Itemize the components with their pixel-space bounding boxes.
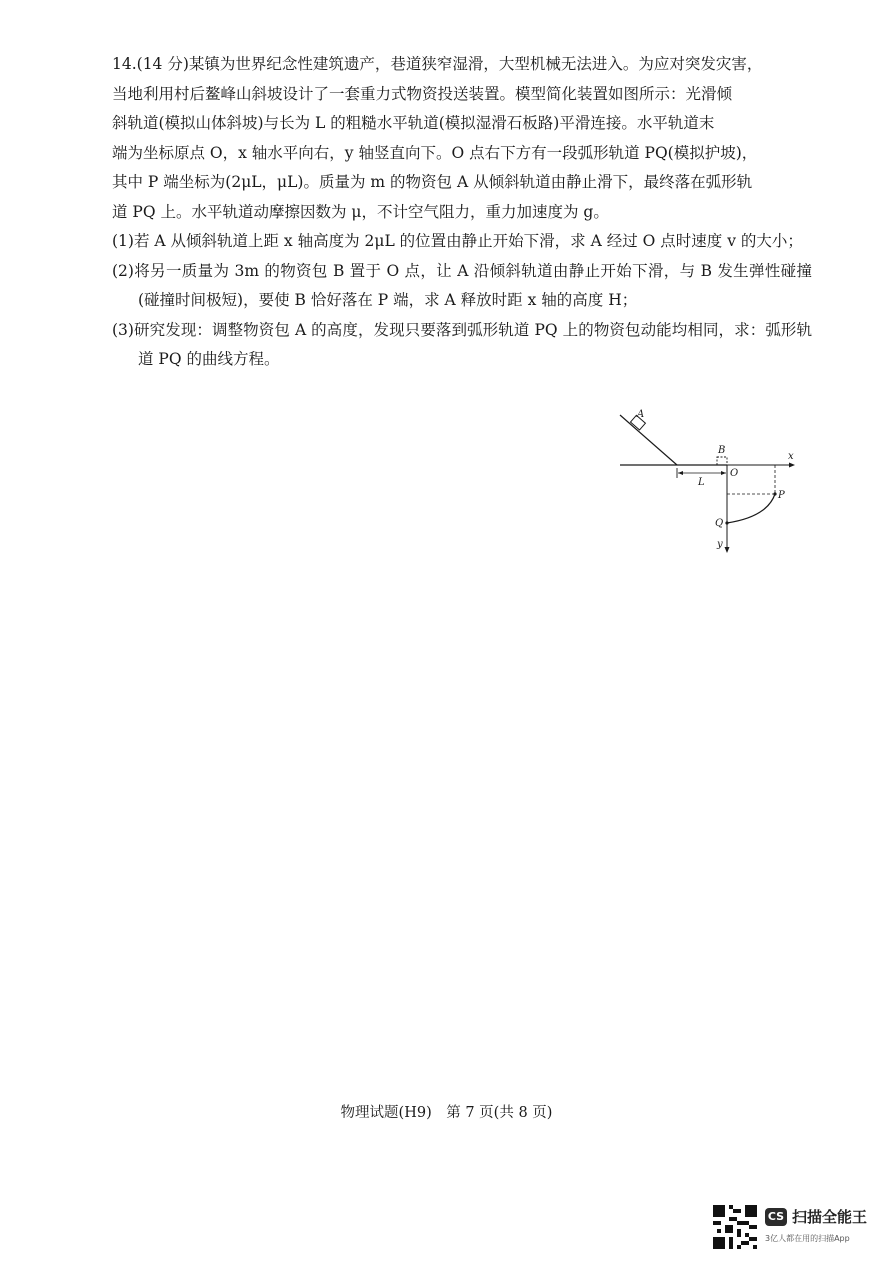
intro-line-5: 其中 P 端坐标为(2μL，μL)。质量为 m 的物资包 A 从倾斜轨道由静止滑下，最终落在弧形轨 bbox=[112, 173, 753, 191]
length-arrow-right bbox=[721, 471, 726, 475]
point-p bbox=[773, 492, 776, 495]
label-length: L bbox=[698, 477, 705, 488]
y-axis-arrow bbox=[725, 547, 730, 553]
label-point-q: Q bbox=[715, 518, 724, 529]
x-axis-arrow bbox=[789, 463, 795, 468]
block-b bbox=[717, 457, 727, 465]
label-block-b: B bbox=[718, 445, 726, 456]
label-point-p: P bbox=[778, 490, 785, 501]
scanner-logo-badge: CS bbox=[765, 1208, 787, 1226]
page-footer: 物理试题(H9) 第 7 页(共 8 页) bbox=[340, 1105, 553, 1121]
question-2: (2)将另一质量为 3m 的物资包 B 置于 O 点，让 A 沿倾斜轨道由静止开始下滑，与 B 发生弹性碰撞(碰撞时间极短)，要使 B 恰好落在 P 端，求 A 释放时距 x 轴的高度 H； bbox=[112, 261, 812, 309]
intro-line-1: 14.(14 分)某镇为世界纪念性建筑遗产，巷道狭窄湿滑，大型机械无法进入。为应对突发灾害， bbox=[112, 55, 763, 73]
track-diagram-svg bbox=[615, 405, 800, 560]
arc-track-pq bbox=[727, 494, 775, 523]
track-diagram bbox=[615, 405, 800, 560]
problem-14 bbox=[112, 50, 812, 375]
scanner-tagline: 3亿人都在用的扫描App bbox=[765, 1234, 850, 1243]
point-q bbox=[725, 521, 728, 524]
question-3: (3)研究发现：调整物资包 A 的高度，发现只要落到弧形轨道 PQ 上的物资包动能均相同，求：弧形轨道 PQ 的曲线方程。 bbox=[112, 320, 812, 368]
label-y-axis: y bbox=[717, 539, 723, 550]
intro-line-3: 斜轨道(模拟山体斜坡)与长为 L 的粗糙水平轨道(模拟湿滑石板路)平滑连接。水平轨道末 bbox=[112, 114, 715, 132]
scanner-watermark bbox=[713, 1205, 878, 1249]
length-arrow-left bbox=[678, 471, 683, 475]
intro-line-4: 端为坐标原点 O，x 轴水平向右，y 轴竖直向下。O 点右下方有一段弧形轨道 PQ(模拟护坡)， bbox=[112, 143, 758, 162]
problem-intro bbox=[112, 50, 812, 227]
scanner-app-name: 扫描全能王 bbox=[792, 1208, 868, 1226]
intro-line-2: 当地利用村后鳌峰山斜坡设计了一套重力式物资投送装置。模型简化装置如图所示：光滑倾 bbox=[112, 84, 733, 103]
qr-code-icon bbox=[713, 1205, 757, 1249]
label-block-a: A bbox=[637, 409, 645, 420]
label-x-axis: x bbox=[788, 451, 794, 462]
inclined-track bbox=[620, 415, 677, 465]
intro-line-6: 道 PQ 上。水平轨道动摩擦因数为 μ，不计空气阻力，重力加速度为 g。 bbox=[112, 202, 609, 221]
question-1: (1)若 A 从倾斜轨道上距 x 轴高度为 2μL 的位置由静止开始下滑，求 A 经过 O 点时速度 v 的大小； bbox=[112, 232, 803, 250]
label-origin: O bbox=[730, 468, 739, 479]
